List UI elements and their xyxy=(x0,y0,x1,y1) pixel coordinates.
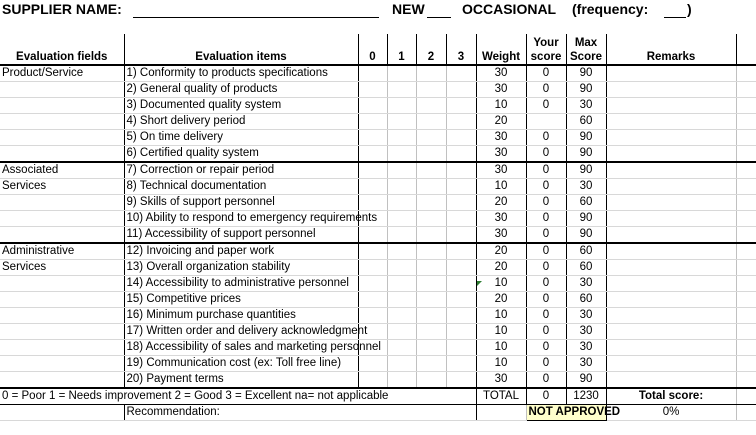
evaluation-item-cell: 10) Ability to respond to emergency requirements xyxy=(124,211,358,227)
rating-2-cell[interactable] xyxy=(416,260,446,276)
rating-3-cell[interactable] xyxy=(446,179,476,195)
rating-1-cell[interactable] xyxy=(387,340,416,356)
evaluation-item-cell: 13) Overall organization stability xyxy=(124,260,358,276)
your-score-cell: 0 xyxy=(526,146,566,163)
rating-0-cell[interactable] xyxy=(358,356,387,372)
remarks-cell[interactable] xyxy=(606,227,736,244)
supplier-name-label: SUPPLIER NAME: xyxy=(2,1,122,17)
max-score-cell: 90 xyxy=(566,130,606,146)
spare-cell xyxy=(736,65,756,82)
evaluation-item-cell: 19) Communication cost (ex: Toll free line) xyxy=(124,356,358,372)
rating-2-cell[interactable] xyxy=(416,114,446,130)
max-score-cell: 90 xyxy=(566,211,606,227)
weight-cell: 30 xyxy=(476,130,526,146)
your-score-cell: 0 xyxy=(526,356,566,372)
rating-1-cell[interactable] xyxy=(387,292,416,308)
rating-1-cell[interactable] xyxy=(387,227,416,244)
rating-3-cell[interactable] xyxy=(446,146,476,163)
your-score-cell: 0 xyxy=(526,292,566,308)
table-row xyxy=(0,292,756,308)
rating-3-cell[interactable] xyxy=(446,195,476,211)
evaluation-field-cell xyxy=(0,324,124,340)
spare-cell xyxy=(736,324,756,340)
rating-2-cell[interactable] xyxy=(416,372,446,389)
max-score-cell: 30 xyxy=(566,340,606,356)
spare-cell xyxy=(736,292,756,308)
rating-3-cell[interactable] xyxy=(446,162,476,179)
weight-cell: 30 xyxy=(476,211,526,227)
spare-cell xyxy=(736,260,756,276)
rating-1-cell[interactable] xyxy=(387,372,416,389)
evaluation-field-cell xyxy=(0,98,124,114)
max-score-cell: 30 xyxy=(566,324,606,340)
your-score-cell: 0 xyxy=(526,243,566,260)
rating-0-cell[interactable] xyxy=(358,243,387,260)
evaluation-field-cell xyxy=(0,114,124,130)
table-row xyxy=(0,260,756,276)
evaluation-field-cell: Administrative xyxy=(0,243,124,260)
col-evaluation-items: Evaluation items xyxy=(124,34,358,65)
rating-1-cell[interactable] xyxy=(387,146,416,163)
rating-2-cell[interactable] xyxy=(416,179,446,195)
your-score-cell: 0 xyxy=(526,162,566,179)
rating-2-cell[interactable] xyxy=(416,340,446,356)
rating-1-cell[interactable] xyxy=(387,130,416,146)
spare-cell xyxy=(736,340,756,356)
evaluation-item-cell: 11) Accessibility of support personnel xyxy=(124,227,358,244)
total-score-label: Total score: xyxy=(606,388,736,405)
remarks-cell[interactable] xyxy=(606,340,736,356)
rating-2-cell[interactable] xyxy=(416,292,446,308)
rating-0-cell[interactable] xyxy=(358,195,387,211)
rating-2-cell[interactable] xyxy=(416,146,446,163)
evaluation-field-cell xyxy=(0,227,124,244)
rating-0-cell[interactable] xyxy=(358,292,387,308)
table-row xyxy=(0,243,756,260)
rating-0-cell[interactable] xyxy=(358,98,387,114)
spare-cell xyxy=(736,195,756,211)
rating-1-cell[interactable] xyxy=(387,211,416,227)
table-row xyxy=(0,308,756,324)
spare-cell xyxy=(736,98,756,114)
rating-1-cell[interactable] xyxy=(387,98,416,114)
weight-cell: 20 xyxy=(476,114,526,130)
recommendation-row xyxy=(0,405,756,421)
rating-1-cell[interactable] xyxy=(387,276,416,292)
rating-0-cell[interactable] xyxy=(358,65,387,82)
remarks-cell[interactable] xyxy=(606,243,736,260)
your-score-cell xyxy=(526,114,566,130)
spare-cell xyxy=(736,130,756,146)
spare-cell xyxy=(736,82,756,98)
max-score-cell: 30 xyxy=(566,308,606,324)
rating-1-cell[interactable] xyxy=(387,243,416,260)
rating-1-cell[interactable] xyxy=(387,65,416,82)
col-evaluation-fields: Evaluation fields xyxy=(0,34,124,65)
rating-3-cell[interactable] xyxy=(446,65,476,82)
evaluation-item-cell: 8) Technical documentation xyxy=(124,179,358,195)
evaluation-field-cell: Product/Service xyxy=(0,65,124,82)
max-score-cell: 90 xyxy=(566,162,606,179)
max-score-cell: 30 xyxy=(566,179,606,195)
rating-1-cell[interactable] xyxy=(387,114,416,130)
rating-3-cell[interactable] xyxy=(446,82,476,98)
remarks-cell[interactable] xyxy=(606,292,736,308)
remarks-cell[interactable] xyxy=(606,162,736,179)
evaluation-field-cell xyxy=(0,292,124,308)
remarks-cell[interactable] xyxy=(606,372,736,389)
max-score-cell: 90 xyxy=(566,372,606,389)
col-rating-0: 0 xyxy=(358,34,387,65)
rating-2-cell[interactable] xyxy=(416,98,446,114)
max-score-cell: 30 xyxy=(566,98,606,114)
table-row xyxy=(0,82,756,98)
evaluation-field-cell xyxy=(0,195,124,211)
max-score-cell: 60 xyxy=(566,114,606,130)
weight-cell: 10 xyxy=(476,340,526,356)
evaluation-item-cell: 9) Skills of support personnel xyxy=(124,195,358,211)
rating-3-cell[interactable] xyxy=(446,356,476,372)
col-your-score: Your score xyxy=(526,34,566,65)
your-score-cell: 0 xyxy=(526,65,566,82)
table-row xyxy=(0,324,756,340)
evaluation-item-cell: 1) Conformity to products specifications xyxy=(124,65,358,82)
remarks-cell[interactable] xyxy=(606,179,736,195)
rating-3-cell[interactable] xyxy=(446,130,476,146)
rating-1-cell[interactable] xyxy=(387,324,416,340)
your-score-cell: 0 xyxy=(526,276,566,292)
table-row xyxy=(0,340,756,356)
spare-cell xyxy=(736,179,756,195)
spare-cell xyxy=(736,227,756,244)
rating-2-cell[interactable] xyxy=(416,356,446,372)
remarks-cell[interactable] xyxy=(606,130,736,146)
remarks-cell[interactable] xyxy=(606,114,736,130)
remarks-cell[interactable] xyxy=(606,65,736,82)
legend-row xyxy=(0,388,756,405)
rating-3-cell[interactable] xyxy=(446,98,476,114)
rating-3-cell[interactable] xyxy=(446,308,476,324)
rating-0-cell[interactable] xyxy=(358,146,387,163)
weight-cell: 30 xyxy=(476,372,526,389)
total-label: TOTAL xyxy=(476,388,526,405)
weight-cell: 20 xyxy=(476,243,526,260)
rating-1-cell[interactable] xyxy=(387,260,416,276)
col-rating-2: 2 xyxy=(416,34,446,65)
col-weight: Weight xyxy=(476,34,526,65)
weight-cell: 30 xyxy=(476,162,526,179)
evaluation-item-cell: 14) Accessibility to administrative personnel xyxy=(124,276,358,292)
table-row xyxy=(0,195,756,211)
evaluation-field-cell: Services xyxy=(0,260,124,276)
evaluation-item-cell: 17) Written order and delivery acknowledgment xyxy=(124,324,358,340)
spare-cell xyxy=(736,211,756,227)
evaluation-field-cell: Associated xyxy=(0,162,124,179)
spare-cell xyxy=(736,243,756,260)
max-score-cell: 60 xyxy=(566,292,606,308)
evaluation-item-cell: 3) Documented quality system xyxy=(124,98,358,114)
rating-0-cell[interactable] xyxy=(358,114,387,130)
evaluation-field-cell xyxy=(0,82,124,98)
remarks-cell[interactable] xyxy=(606,82,736,98)
rating-1-cell[interactable] xyxy=(387,179,416,195)
rating-3-cell[interactable] xyxy=(446,260,476,276)
rating-legend: 0 = Poor 1 = Needs improvement 2 = Good 3 = Excellent na= not applicable xyxy=(0,388,476,405)
rating-2-cell[interactable] xyxy=(416,82,446,98)
weight-cell: 10 xyxy=(476,308,526,324)
spare-cell xyxy=(736,146,756,163)
table-row xyxy=(0,372,756,389)
total-percent: 0% xyxy=(606,405,736,421)
rating-0-cell[interactable] xyxy=(358,276,387,292)
spare-cell xyxy=(736,356,756,372)
table-row xyxy=(0,98,756,114)
remarks-cell[interactable] xyxy=(606,98,736,114)
rating-0-cell[interactable] xyxy=(358,82,387,98)
evaluation-field-cell xyxy=(0,130,124,146)
evaluation-item-cell: 4) Short delivery period xyxy=(124,114,358,130)
remarks-cell[interactable] xyxy=(606,260,736,276)
evaluation-field-cell xyxy=(0,146,124,163)
evaluation-item-cell: 16) Minimum purchase quantities xyxy=(124,308,358,324)
evaluation-field-cell xyxy=(0,356,124,372)
rating-0-cell[interactable] xyxy=(358,260,387,276)
table-row xyxy=(0,146,756,163)
your-score-cell: 0 xyxy=(526,179,566,195)
max-score-cell: 30 xyxy=(566,276,606,292)
max-score-cell: 60 xyxy=(566,243,606,260)
weight-cell: 20 xyxy=(476,260,526,276)
table-row xyxy=(0,211,756,227)
your-score-cell: 0 xyxy=(526,130,566,146)
your-score-cell: 0 xyxy=(526,195,566,211)
frequency-close: ) xyxy=(687,1,692,17)
evaluation-item-cell: 18) Accessibility of sales and marketing personnel xyxy=(124,340,358,356)
rating-2-cell[interactable] xyxy=(416,243,446,260)
rating-3-cell[interactable] xyxy=(446,340,476,356)
spare-cell xyxy=(736,372,756,389)
rating-2-cell[interactable] xyxy=(416,65,446,82)
evaluation-item-cell: 2) General quality of products xyxy=(124,82,358,98)
rating-2-cell[interactable] xyxy=(416,276,446,292)
rating-0-cell[interactable] xyxy=(358,130,387,146)
weight-cell: 20 xyxy=(476,292,526,308)
rating-2-cell[interactable] xyxy=(416,195,446,211)
your-score-cell: 0 xyxy=(526,308,566,324)
weight-cell: 30 xyxy=(476,82,526,98)
weight-cell: 10 xyxy=(476,324,526,340)
remarks-cell[interactable] xyxy=(606,211,736,227)
rating-0-cell[interactable] xyxy=(358,162,387,179)
remarks-cell[interactable] xyxy=(606,195,736,211)
rating-1-cell[interactable] xyxy=(387,308,416,324)
total-score-value: 0 xyxy=(526,388,566,405)
rating-3-cell[interactable] xyxy=(446,243,476,260)
weight-cell: 10 xyxy=(476,276,526,292)
remarks-cell[interactable] xyxy=(606,146,736,163)
new-label: NEW xyxy=(392,1,425,17)
your-score-cell: 0 xyxy=(526,211,566,227)
max-score-cell: 30 xyxy=(566,356,606,372)
weight-cell: 20 xyxy=(476,195,526,211)
evaluation-item-cell: 20) Payment terms xyxy=(124,372,358,389)
rating-0-cell[interactable] xyxy=(358,227,387,244)
evaluation-table xyxy=(0,34,756,421)
rating-0-cell[interactable] xyxy=(358,308,387,324)
col-max-score: Max Score xyxy=(566,34,606,65)
max-score-cell: 90 xyxy=(566,82,606,98)
col-rating-1: 1 xyxy=(387,34,416,65)
occasional-label: OCCASIONAL xyxy=(462,1,557,17)
rating-1-cell[interactable] xyxy=(387,162,416,179)
weight-cell: 10 xyxy=(476,356,526,372)
spare-cell xyxy=(736,308,756,324)
rating-1-cell[interactable] xyxy=(387,356,416,372)
column-header-row xyxy=(0,34,756,65)
your-score-cell: 0 xyxy=(526,372,566,389)
evaluation-field-cell xyxy=(0,340,124,356)
weight-cell: 30 xyxy=(476,146,526,163)
weight-cell: 30 xyxy=(476,65,526,82)
spare-cell xyxy=(736,162,756,179)
table-row xyxy=(0,114,756,130)
rating-3-cell[interactable] xyxy=(446,227,476,244)
max-score-cell: 90 xyxy=(566,227,606,244)
rating-2-cell[interactable] xyxy=(416,162,446,179)
rating-3-cell[interactable] xyxy=(446,114,476,130)
evaluation-item-cell: 6) Certified quality system xyxy=(124,146,358,163)
rating-0-cell[interactable] xyxy=(358,179,387,195)
rating-2-cell[interactable] xyxy=(416,308,446,324)
spare-cell xyxy=(736,114,756,130)
rating-2-cell[interactable] xyxy=(416,130,446,146)
table-row xyxy=(0,179,756,195)
rating-3-cell[interactable] xyxy=(446,292,476,308)
your-score-cell: 0 xyxy=(526,82,566,98)
cell-comment-indicator xyxy=(477,281,482,286)
rating-3-cell[interactable] xyxy=(446,211,476,227)
rating-2-cell[interactable] xyxy=(416,227,446,244)
evaluation-item-cell: 5) On time delivery xyxy=(124,130,358,146)
your-score-cell: 0 xyxy=(526,227,566,244)
evaluation-field-cell xyxy=(0,308,124,324)
max-score-cell: 60 xyxy=(566,195,606,211)
table-row xyxy=(0,162,756,179)
evaluation-field-cell: Services xyxy=(0,179,124,195)
table-row xyxy=(0,130,756,146)
rating-1-cell[interactable] xyxy=(387,82,416,98)
your-score-cell: 0 xyxy=(526,340,566,356)
recommendation-label: Recommendation: xyxy=(124,405,476,421)
rating-3-cell[interactable] xyxy=(446,372,476,389)
max-score-cell: 90 xyxy=(566,146,606,163)
table-row xyxy=(0,65,756,82)
your-score-cell: 0 xyxy=(526,260,566,276)
evaluation-field-cell xyxy=(0,276,124,292)
rating-3-cell[interactable] xyxy=(446,324,476,340)
frequency-label: (frequency: xyxy=(572,1,649,17)
recommendation-value: NOT APPROVED xyxy=(526,405,606,421)
table-row xyxy=(0,356,756,372)
evaluation-item-cell: 7) Correction or repair period xyxy=(124,162,358,179)
evaluation-field-cell xyxy=(0,211,124,227)
rating-3-cell[interactable] xyxy=(446,276,476,292)
table-row xyxy=(0,276,756,292)
remarks-cell[interactable] xyxy=(606,308,736,324)
rating-2-cell[interactable] xyxy=(416,324,446,340)
table-row xyxy=(0,227,756,244)
max-score-cell: 90 xyxy=(566,65,606,82)
your-score-cell: 0 xyxy=(526,98,566,114)
spare-cell xyxy=(736,276,756,292)
col-rating-3: 3 xyxy=(446,34,476,65)
remarks-cell[interactable] xyxy=(606,324,736,340)
rating-0-cell[interactable] xyxy=(358,372,387,389)
evaluation-field-cell xyxy=(0,372,124,389)
rating-1-cell[interactable] xyxy=(387,195,416,211)
weight-cell: 10 xyxy=(476,179,526,195)
evaluation-item-cell: 12) Invoicing and paper work xyxy=(124,243,358,260)
total-max-value: 1230 xyxy=(566,388,606,405)
col-remarks: Remarks xyxy=(606,34,736,65)
form-header xyxy=(0,0,756,34)
weight-cell: 10 xyxy=(476,98,526,114)
max-score-cell: 60 xyxy=(566,260,606,276)
remarks-cell[interactable] xyxy=(606,276,736,292)
evaluation-item-cell: 15) Competitive prices xyxy=(124,292,358,308)
rating-2-cell[interactable] xyxy=(416,211,446,227)
your-score-cell: 0 xyxy=(526,324,566,340)
remarks-cell[interactable] xyxy=(606,356,736,372)
weight-cell: 30 xyxy=(476,227,526,244)
